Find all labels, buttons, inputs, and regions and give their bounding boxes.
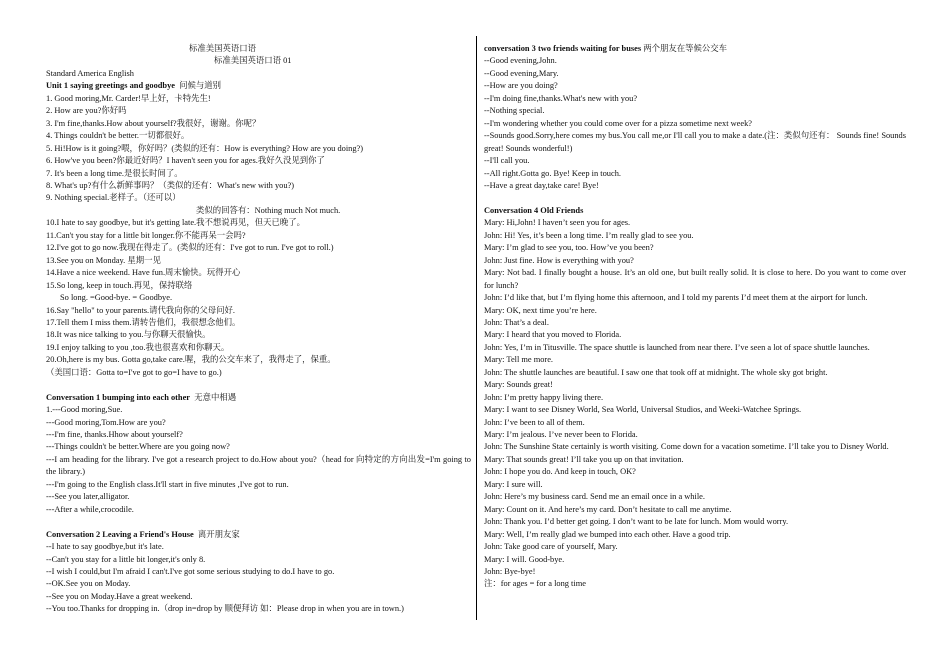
- similar-answers: 类似的回答有：Nothing much Not much.: [196, 205, 341, 215]
- conv4-heading: Conversation 4 Old Friends: [484, 205, 584, 215]
- list-item: 7. It's been a long time.是很长时间了。: [46, 168, 183, 178]
- header-subtitle: 标准美国英语口语 01: [214, 56, 292, 66]
- dialog-line: Mary: That sounds great! I’ll take you up on that invitation.: [484, 454, 684, 464]
- dialog-line: 1.---Good moring,Sue.: [46, 405, 123, 415]
- dialog-line: --Good evening,Mary.: [484, 68, 559, 78]
- dialog-line: John: Hi! Yes, it’s been a long time. I’m really glad to see you.: [484, 230, 694, 240]
- dialog-line: John: I’ve been to all of them.: [484, 417, 585, 427]
- dialog-line: ---After a while,crocodile.: [46, 504, 134, 514]
- dialog-line: John: Bye-bye!: [484, 567, 536, 577]
- dialog-line: John: The shuttle launches are beautiful. I saw one that took off at midnight. The whole sky got bright.: [484, 367, 828, 377]
- dialog-line: --I'm doing fine,thanks.What's new with you?: [484, 93, 638, 103]
- dialog-line: John: Yes, I’m in Titusville. The space shuttle is launched from near there. I’ve seen a lot of space shuttle launches.: [484, 342, 870, 352]
- header-title: 标准美国英语口语: [189, 44, 256, 53]
- footnote: 注：for ages = for a long time: [484, 579, 586, 589]
- intro-line: Standard America English: [46, 68, 134, 78]
- column-divider: [476, 36, 477, 620]
- list-item: 3. I'm fine,thanks.How about yourself?我很好，谢谢。你呢？: [46, 118, 261, 128]
- dialog-line: Mary: Well, I’m really glad we bumped into each other. Have a good trip.: [484, 529, 731, 539]
- dialog-line: John: That’s a deal.: [484, 317, 549, 327]
- dialog-line: --OK.See you on Moday.: [46, 579, 131, 589]
- dialog-line: John: Take good care of yourself, Mary.: [484, 542, 618, 552]
- dialog-line: Mary: Count on it. And here’s my card. Don’t hesitate to call me anytime.: [484, 504, 732, 514]
- dialog-line: --I'm wondering whether you could come over for a pizza sometime next week?: [484, 118, 753, 128]
- dialog-line: Mary: Hi,John! I haven’t seen you for ages.: [484, 218, 631, 228]
- dialog-line: --You too.Thanks for dropping in.（drop in=drop by 顺便拜访 如：Please drop in when you are in town.): [46, 604, 404, 614]
- list-item: 1. Good moring,Mr. Carder!早上好，卡特先生!: [46, 93, 211, 103]
- dialog-line: Mary: I sure will.: [484, 479, 543, 489]
- dialog-line: --Good evening,John.: [484, 56, 557, 66]
- list-item: 17.Tell them I miss them.请转告他们，我很想念他们。: [46, 317, 241, 327]
- dialog-line: Mary: I will. Good-bye.: [484, 554, 565, 564]
- dialog-line: Mary: OK, next time you’re here.: [484, 305, 597, 315]
- list-item: 5. Hi!How is it going?喂，你好吗？(类似的还有：How is everything? How are you doing?): [46, 143, 364, 153]
- dialog-line: --I'll call you.: [484, 156, 530, 166]
- dialog-line: --Can't you stay for a little bit longer,it's only 8.: [46, 554, 206, 564]
- dialog-line: Mary: I’m jealous. I’ve never been to Florida.: [484, 430, 638, 440]
- list-item: 4. Things couldn't be better.一切都很好。: [46, 131, 190, 141]
- dialog-line: --See you on Moday.Have a great weekend.: [46, 591, 193, 601]
- list-item: 18.It was nice talking to you.与你聊天很愉快。: [46, 330, 211, 340]
- dialog-line: John: I hope you do. And keep in touch, OK?: [484, 467, 636, 477]
- list-item: 15.So long, keep in touch.再见，保持联络: [46, 280, 193, 290]
- dialog-line: ---I am heading for the library. I've got a research project to do.How about you?（head for 向特定的方向出发=I'm going to the library.): [46, 454, 471, 477]
- dialog-line: --All right.Gotta go. Bye! Keep in touch.: [484, 168, 621, 178]
- dialog-line: John: Just fine. How is everything with you?: [484, 255, 634, 265]
- dialog-line: John: Thank you. I’d better get going. I don’t want to be late for lunch. Mom would worry.: [484, 517, 789, 527]
- conv2-heading: Conversation 2 Leaving a Friend's House 离开朋友家: [46, 529, 240, 539]
- dialog-line: John: The Sunshine State certainly is worth visiting. Come down for a vacation sometime. I’ll take you to Disney World.: [484, 442, 889, 452]
- dialog-line: Mary: I’m glad to see you, too. How’ve you been?: [484, 243, 654, 253]
- list-item: （美国口语：Gotta to=I've got to go=I have to go.): [46, 367, 222, 377]
- conv3-heading: conversation 3 two friends waiting for buses 两个朋友在等候公交车: [484, 44, 727, 53]
- list-item: 14.Have a nice weekend. Have fun.周末愉快。玩得开心: [46, 268, 241, 278]
- list-item: 10.I hate to say goodbye, but it's getting late.我不想说再见，但天已晚了。: [46, 218, 306, 228]
- dialog-line: ---Things couldn't be better.Where are you going now?: [46, 442, 230, 452]
- list-item: 8. What's up?有什么新鲜事吗？（类似的还有：What's new with you?): [46, 180, 295, 190]
- dialog-line: ---I'm fine, thanks.Hhow about yourself?: [46, 430, 183, 440]
- dialog-line: Mary: I heard that you moved to Florida.: [484, 330, 622, 340]
- dialog-line: Mary: Sounds great!: [484, 380, 553, 390]
- list-item: 20.Oh,here is my bus. Gotta go,take care.喔，我的公交车来了，我得走了，保重。: [46, 355, 336, 365]
- conv1-heading: Conversation 1 bumping into each other 无意中相遇: [46, 392, 237, 402]
- list-item: 6. How've you been?你最近好吗？I haven't seen you for ages.我好久没见到你了: [46, 156, 325, 166]
- left-column: [46, 43, 471, 616]
- dialog-line: --How are you doing?: [484, 81, 558, 91]
- right-column: [484, 43, 906, 591]
- list-item: 12.I've got to go now.我现在得走了。(类似的还有：I've got to run. I've got to roll.): [46, 243, 334, 253]
- dialog-line: --I hate to say goodbye,but it's late.: [46, 542, 164, 552]
- dialog-line: Mary: Tell me more.: [484, 355, 554, 365]
- list-item: 9. Nothing special.老样子。（还可以）: [46, 193, 181, 203]
- list-item: 2. How are you?你好吗: [46, 106, 127, 116]
- list-item: 16.Say "hello" to your parents.请代我向你的父母问好.: [46, 305, 235, 315]
- dialog-line: --I wish I could,but I'm afraid I can't.I've got some serious studying to do.I have to go.: [46, 567, 335, 576]
- dialog-line: John: Here’s my business card. Send me an email once in a while.: [484, 492, 705, 502]
- dialog-line: John: I’m pretty happy living there.: [484, 392, 604, 402]
- dialog-line: Mary: Not bad. I finally bought a house. It’s an old one, but built really solid. It is close to here. Do you want to come over for lunch?: [484, 268, 906, 290]
- list-item: 13.See you on Monday. 星期一见: [46, 255, 161, 265]
- dialog-line: ---I'm going to the English class.It'll start in five minutes ,I've got to run.: [46, 479, 289, 489]
- dialog-line: --Nothing special.: [484, 106, 545, 116]
- list-item: 19.I enjoy talking to you ,too.我也很喜欢和你聊天。: [46, 342, 230, 352]
- unit1-heading: Unit 1 saying greetings and goodbye 问候与道别: [46, 81, 222, 91]
- dialog-line: --Sounds good.Sorry,here comes my bus.You call me,or I'll call you to make a date.(注：类似句还有： Sounds fine! Sounds great! Sounds wonderful!): [484, 131, 906, 153]
- so-long-note: So long. =Good-bye. = Goodbye.: [60, 293, 173, 303]
- dialog-line: ---See you later,alligator.: [46, 492, 130, 502]
- dialog-line: --Have a great day,take care! Bye!: [484, 180, 599, 190]
- list-item: 11.Can't you stay for a little bit longer.你不能再呆一会吗?: [46, 230, 246, 240]
- dialog-line: John: I’d like that, but I’m flying home this afternoon, and I told my parents I’d meet them at the airport for lunch.: [484, 293, 868, 303]
- dialog-line: ---Good moring,Tom.How are you?: [46, 417, 166, 427]
- dialog-line: Mary: I want to see Disney World, Sea World, Universal Studios, and Weeki-Watchee Springs.: [484, 405, 802, 415]
